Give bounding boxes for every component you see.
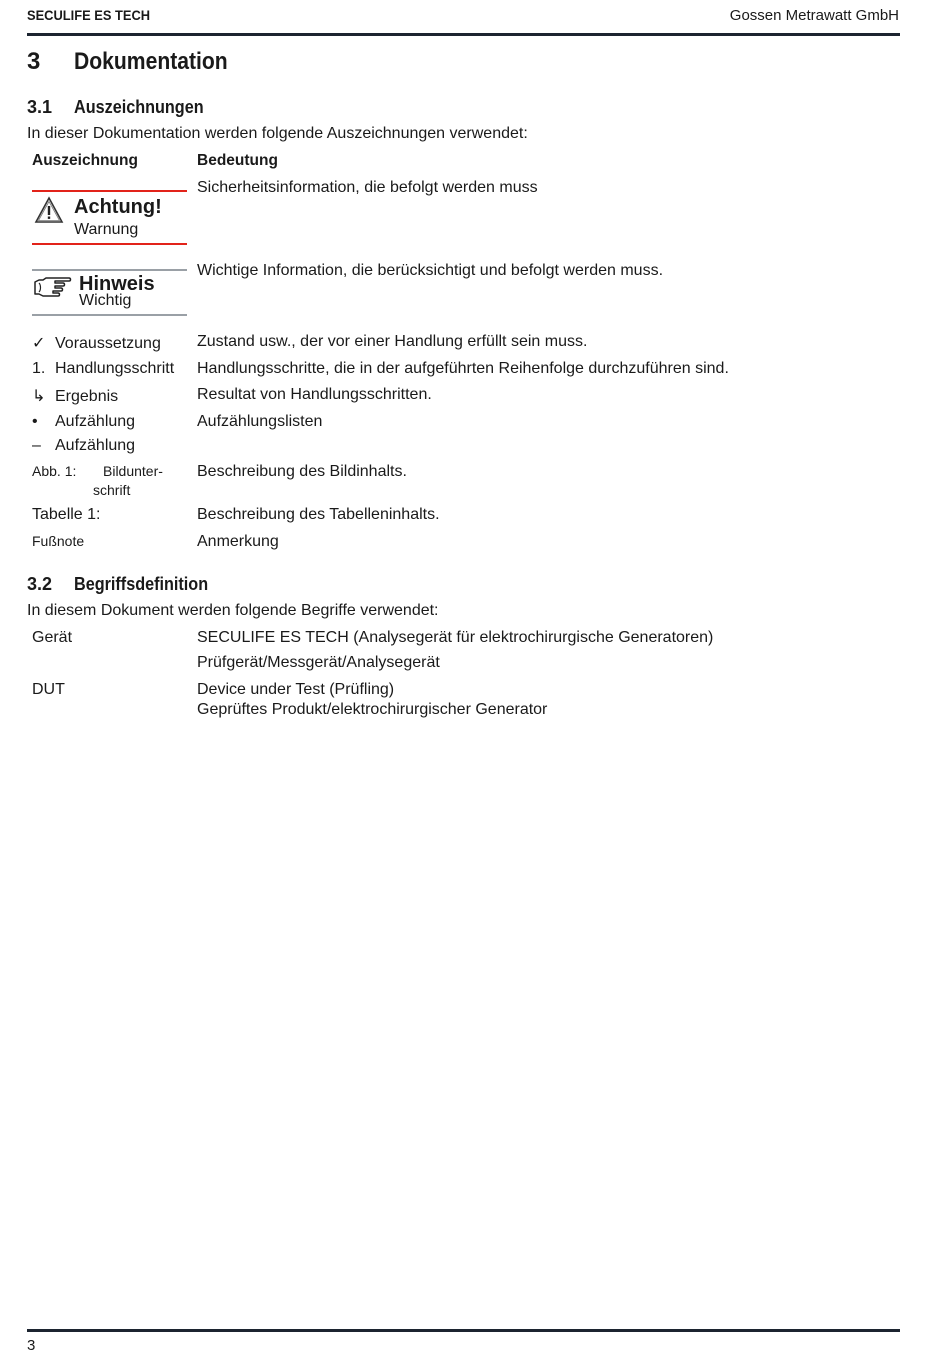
figure-caption-label-line1: Bildunter-	[103, 463, 163, 479]
section-title: Auszeichnungen	[74, 97, 204, 117]
table-header-auszeichnung: Auszeichnung	[32, 152, 138, 169]
table-caption-label: Tabelle 1:	[32, 506, 101, 523]
list-item	[32, 386, 118, 406]
term-label: DUT	[32, 681, 65, 698]
note-box-bottom-line	[32, 314, 187, 316]
step-number: 1.	[32, 360, 46, 377]
figure-caption-label-line2: schrift	[93, 482, 131, 498]
list-item	[32, 437, 135, 455]
section-intro: In dieser Dokumentation werden folgende Auszeichnungen verwendet:	[27, 125, 528, 142]
term-definition-line2: Prüfgerät/Messgerät/Analysegerät	[197, 654, 440, 671]
list-item	[32, 413, 135, 431]
result-arrow-icon: ↳	[32, 388, 46, 405]
footnote-label: Fußnote	[32, 533, 85, 549]
chapter-number: 3	[27, 48, 41, 75]
warning-triangle-icon	[34, 196, 64, 224]
header-rule	[27, 33, 900, 36]
list-item-label: Aufzählung	[55, 413, 136, 430]
list-item-label: Aufzählung	[55, 437, 136, 454]
section-number: 3.1	[27, 97, 53, 117]
dash-icon: –	[32, 437, 41, 454]
note-box-title: Hinweis	[79, 273, 155, 295]
list-item-meaning: Aufzählungslisten	[197, 413, 323, 430]
term-label: Gerät	[32, 629, 73, 646]
list-item-meaning: Zustand usw., der vor einer Handlung erfüllt sein muss.	[197, 333, 588, 350]
header-company-name: Gossen Metrawatt GmbH	[729, 7, 899, 24]
figure-caption-meaning: Beschreibung des Bildinhalts.	[197, 463, 407, 480]
list-item	[32, 360, 174, 378]
term-definition-line1: Device under Test (Prüfling)	[197, 681, 395, 698]
bullet-icon: •	[32, 413, 38, 430]
term-definition-line2: Geprüftes Produkt/elektrochirurgischer Generator	[197, 701, 548, 718]
note-meaning: Wichtige Information, die berücksichtigt und befolgt werden muss.	[197, 262, 664, 279]
page-number: 3	[27, 1337, 36, 1354]
table-header-bedeutung: Bedeutung	[197, 152, 278, 169]
chapter-title: Dokumentation	[74, 48, 228, 75]
list-item	[32, 333, 161, 353]
header-product-name: SECULIFE ES TECH	[27, 7, 151, 23]
term-definition-line1: SECULIFE ES TECH (Analysegerät für elektrochirurgische Generatoren)	[197, 629, 714, 646]
list-item-label: Handlungsschritt	[55, 360, 175, 377]
warning-box-title: Achtung!	[74, 196, 162, 218]
footnote-meaning: Anmerkung	[197, 533, 279, 550]
figure-caption-prefix: Abb. 1:	[32, 463, 77, 479]
list-item-label: Ergebnis	[55, 388, 119, 405]
list-item-meaning: Resultat von Handlungsschritten.	[197, 386, 432, 403]
note-box-subtitle: Wichtig	[79, 292, 132, 309]
list-item-label: Voraussetzung	[55, 335, 161, 352]
pointing-hand-icon	[33, 276, 73, 298]
note-box-top-line	[32, 269, 187, 271]
list-item-meaning: Handlungsschritte, die in der aufgeführten Reihenfolge durchzuführen sind.	[197, 360, 729, 377]
table-caption-meaning: Beschreibung des Tabelleninhalts.	[197, 506, 440, 523]
section-title: Begriffsdefinition	[74, 574, 209, 594]
checkmark-icon: ✓	[32, 335, 46, 352]
warning-meaning: Sicherheitsinformation, die befolgt werden muss	[197, 179, 538, 196]
section-intro: In diesem Dokument werden folgende Begriffe verwendet:	[27, 602, 439, 619]
footer-rule	[27, 1329, 900, 1332]
warning-box-bottom-line	[32, 243, 187, 245]
section-number: 3.2	[27, 574, 53, 594]
warning-box-top-line	[32, 190, 187, 192]
warning-box-subtitle: Warnung	[74, 221, 139, 238]
